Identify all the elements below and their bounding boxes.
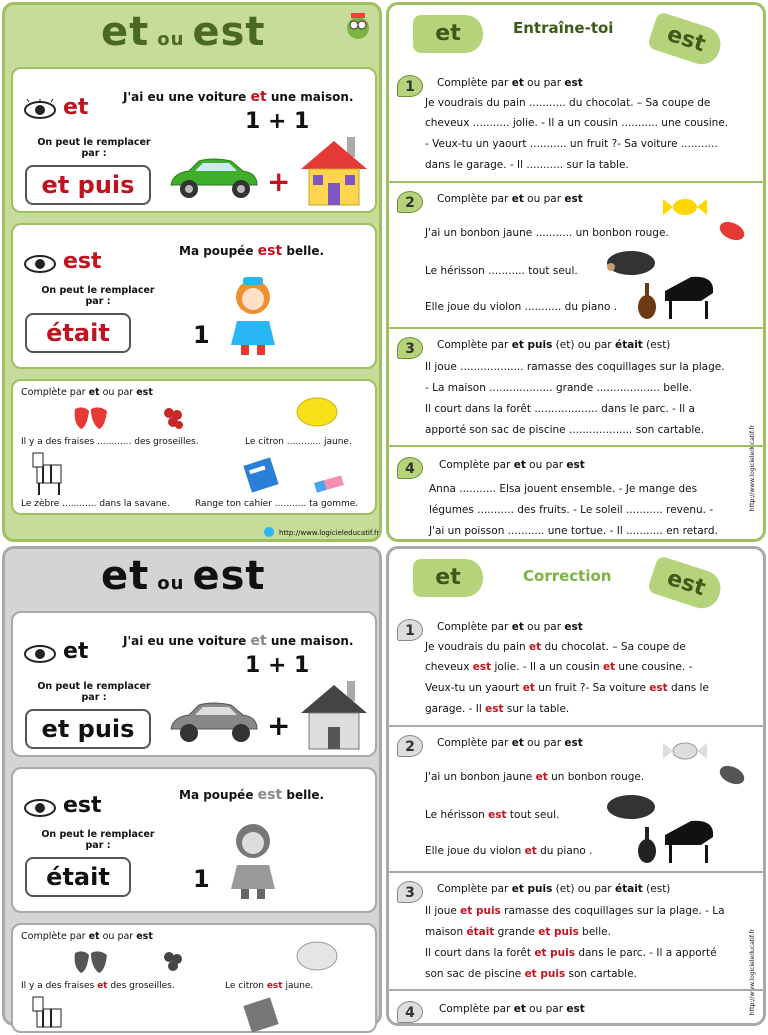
c3-line-4: son sac de piscine et puis son cartable.: [425, 968, 637, 980]
notebook-icon: [241, 997, 281, 1033]
eye-icon: [23, 99, 57, 121]
house-icon: [299, 131, 369, 207]
lesson-card-grey: [2, 546, 382, 1026]
q2-line-3: Elle joue du violon ........... du piano .: [425, 301, 618, 313]
plus-sign: +: [267, 165, 291, 198]
violin-icon: [633, 825, 661, 865]
number-badge-3: 3: [397, 337, 423, 359]
exercise-title: Entraîne-toi: [513, 19, 614, 37]
et-heading-grey: et: [63, 639, 89, 664]
est-panel: [11, 223, 377, 369]
lemon-icon: [295, 939, 339, 973]
q3-line-4: apporté son sac de piscine ................... son cartable.: [425, 424, 705, 436]
lesson-title-grey: et ou est: [101, 553, 266, 599]
mini-line1a-correction: Il y a des fraises et des groseilles.: [21, 981, 175, 991]
piano-icon: [661, 271, 717, 323]
exercise-card: [386, 2, 766, 542]
side-url[interactable]: http://www.logicieleducatif.fr: [749, 425, 756, 512]
candy-icon: [661, 739, 709, 763]
q1-line-1: Je voudrais du pain ........... du chocolat. – Sa coupe de: [425, 97, 711, 109]
c2-line-2: Le hérisson est tout seul.: [425, 809, 560, 821]
et-math: 1 + 1: [245, 109, 310, 134]
lesson-title: et ou est: [101, 9, 266, 55]
q4-heading: Complète par et ou par est: [439, 459, 585, 471]
zebra-icon: [29, 995, 69, 1035]
mini-line1a: Il y a des fraises ............ des groseilles.: [21, 437, 199, 447]
est-panel-grey: [11, 767, 377, 913]
car-icon: [165, 155, 261, 203]
number-badge-4: 4: [397, 457, 423, 479]
c2-line-3: Elle joue du violon et du piano .: [425, 845, 593, 857]
q2-heading: Complète par et ou par est: [437, 193, 583, 205]
c3-line-1: Il joue et puis ramasse des coquillages sur la plage. - La: [425, 905, 725, 917]
correction-section-4: [389, 993, 763, 1026]
footer-url[interactable]: http://www.logicieleducatif.fr: [279, 529, 380, 537]
tag-et-correction: et: [413, 559, 483, 597]
est-replace-text-grey: On peut le remplacer par :: [41, 829, 155, 851]
plus-sign-grey: +: [267, 709, 291, 742]
eye-icon: [23, 253, 57, 275]
q4-line-1: Anna ........... Elsa jouent ensemble. - Je mange des: [429, 483, 698, 495]
mini-line2a: Le zèbre ............ dans la savane.: [21, 499, 170, 509]
est-one: 1: [193, 321, 210, 349]
number-badge-3: 3: [397, 881, 423, 903]
candy-dark-icon: [707, 757, 757, 793]
hedgehog-icon: [603, 245, 659, 277]
correction-section-1: [389, 615, 763, 727]
mini-line2b: Range ton cahier ........... ta gomme.: [195, 499, 359, 509]
exercise-section-4: [389, 449, 763, 541]
et-panel-grey: [11, 611, 377, 757]
number-badge-1: 1: [397, 75, 423, 97]
est-replace-text: On peut le remplacer par :: [41, 285, 155, 307]
lesson-mini-exercise-grey: [11, 923, 377, 1033]
etait-box-grey: était: [25, 857, 131, 897]
mascot-icon: [343, 11, 373, 45]
violin-icon: [633, 281, 661, 321]
q3-line-3: Il court dans la forêt ................... dans le parc. - Il a: [425, 403, 695, 415]
zebra-icon: [29, 451, 69, 497]
c1-line-2: cheveux est jolie. - Il a un cousin et une cousine. -: [425, 661, 693, 673]
est-sentence: Ma poupée est belle.: [179, 243, 325, 259]
doll-icon: [223, 275, 283, 359]
candy-red-icon: [707, 213, 757, 249]
q1-line-2: cheveux ........... jolie. - Il a un cousin ........... une cousine.: [425, 117, 729, 129]
eye-icon: [23, 797, 57, 819]
exercise-section-1: [389, 71, 763, 183]
lesson-card-color: [2, 2, 382, 542]
tag-est: est: [647, 11, 725, 69]
notebook-icon: [241, 457, 281, 493]
hedgehog-icon: [603, 789, 659, 821]
c1-line-4: garage. - Il est sur la table.: [425, 703, 570, 715]
strawberry-icon: [69, 945, 113, 975]
q4-line-2: légumes ........... des fruits. - Le soleil ........... revenu. -: [429, 504, 714, 516]
est-heading: est: [63, 249, 102, 274]
c4-heading: Complète par et ou par est: [439, 1003, 585, 1015]
q1-line-4: dans le garage. - Il ........... sur la table.: [425, 159, 629, 171]
et-heading: et: [63, 95, 89, 120]
q1-line-3: - Veux-tu un yaourt ........... un fruit ?- Sa voiture ...........: [425, 138, 718, 150]
tag-est-correction: est: [647, 555, 725, 613]
strawberry-icon: [69, 401, 113, 431]
et-replace-text-grey: On peut le remplacer par :: [37, 681, 151, 703]
piano-icon: [661, 815, 717, 867]
c3-line-2: maison était grande et puis belle.: [425, 926, 611, 938]
number-badge-2: 2: [397, 191, 423, 213]
q3-heading: Complète par et puis (et) ou par était (est): [437, 339, 671, 351]
et-panel: [11, 67, 377, 213]
q3-line-2: - La maison ................... grande ................... belle.: [425, 382, 693, 394]
eye-icon: [23, 643, 57, 665]
lesson-mini-exercise: [11, 379, 377, 515]
c1-line-1: Je voudrais du pain et du chocolat. – Sa coupe de: [425, 641, 686, 653]
tag-et: et: [413, 15, 483, 53]
number-badge-4: 4: [397, 1001, 423, 1023]
eraser-icon: [311, 473, 347, 495]
doll-icon: [223, 819, 283, 903]
mini-line1b-correction: Le citron est jaune.: [225, 981, 314, 991]
q3-line-1: Il joue ................... ramasse des coquillages sur la plage.: [425, 361, 725, 373]
et-sentence: J'ai eu une voiture et une maison.: [123, 89, 354, 105]
car-icon: [165, 699, 261, 747]
mini-line1b: Le citron ............ jaune.: [245, 437, 352, 447]
correction-section-3: [389, 875, 763, 991]
et-replace-text: On peut le remplacer par :: [37, 137, 151, 159]
number-badge-2: 2: [397, 735, 423, 757]
exercise-section-2: [389, 185, 763, 329]
et-math-grey: 1 + 1: [245, 653, 310, 678]
redcurrant-icon: [159, 945, 189, 977]
c3-heading: Complète par et puis (et) ou par était (est): [437, 883, 671, 895]
c1-heading: Complète par et ou par est: [437, 621, 583, 633]
side-url-correction[interactable]: http://www.logicieleducatif.fr: [749, 929, 756, 1016]
redcurrant-icon: [159, 401, 189, 433]
candy-yellow-icon: [661, 195, 709, 219]
et-puis-box: et puis: [25, 165, 151, 205]
correction-card: [386, 546, 766, 1026]
c1-line-3: Veux-tu un yaourt et un fruit ?- Sa voiture est dans le: [425, 682, 709, 694]
bird-icon: [263, 526, 275, 538]
mini-heading-grey: Complète par et ou par est: [21, 931, 153, 942]
mini-heading: Complète par et ou par est: [21, 387, 153, 398]
house-icon: [299, 675, 369, 751]
q4-line-3: J'ai un poisson ........... une tortue. - Il ........... en retard.: [429, 525, 718, 537]
c2-heading: Complète par et ou par est: [437, 737, 583, 749]
q2-line-1: J'ai un bonbon jaune ........... un bonbon rouge.: [425, 227, 669, 239]
q2-line-2: Le hérisson ........... tout seul.: [425, 265, 578, 277]
correction-section-2: [389, 729, 763, 873]
q1-heading: Complète par et ou par est: [437, 77, 583, 89]
est-heading-grey: est: [63, 793, 102, 818]
c3-line-3: Il court dans la forêt et puis dans le parc. - Il a apporté: [425, 947, 717, 959]
correction-title: Correction: [523, 567, 612, 585]
lemon-icon: [295, 395, 339, 429]
etait-box: était: [25, 313, 131, 353]
est-one-grey: 1: [193, 865, 210, 893]
et-puis-box-grey: et puis: [25, 709, 151, 749]
est-sentence-grey: Ma poupée est belle.: [179, 787, 325, 803]
exercise-section-3: [389, 331, 763, 447]
et-sentence-grey: J'ai eu une voiture et une maison.: [123, 633, 354, 649]
c2-line-1: J'ai un bonbon jaune et un bonbon rouge.: [425, 771, 645, 783]
number-badge-1: 1: [397, 619, 423, 641]
